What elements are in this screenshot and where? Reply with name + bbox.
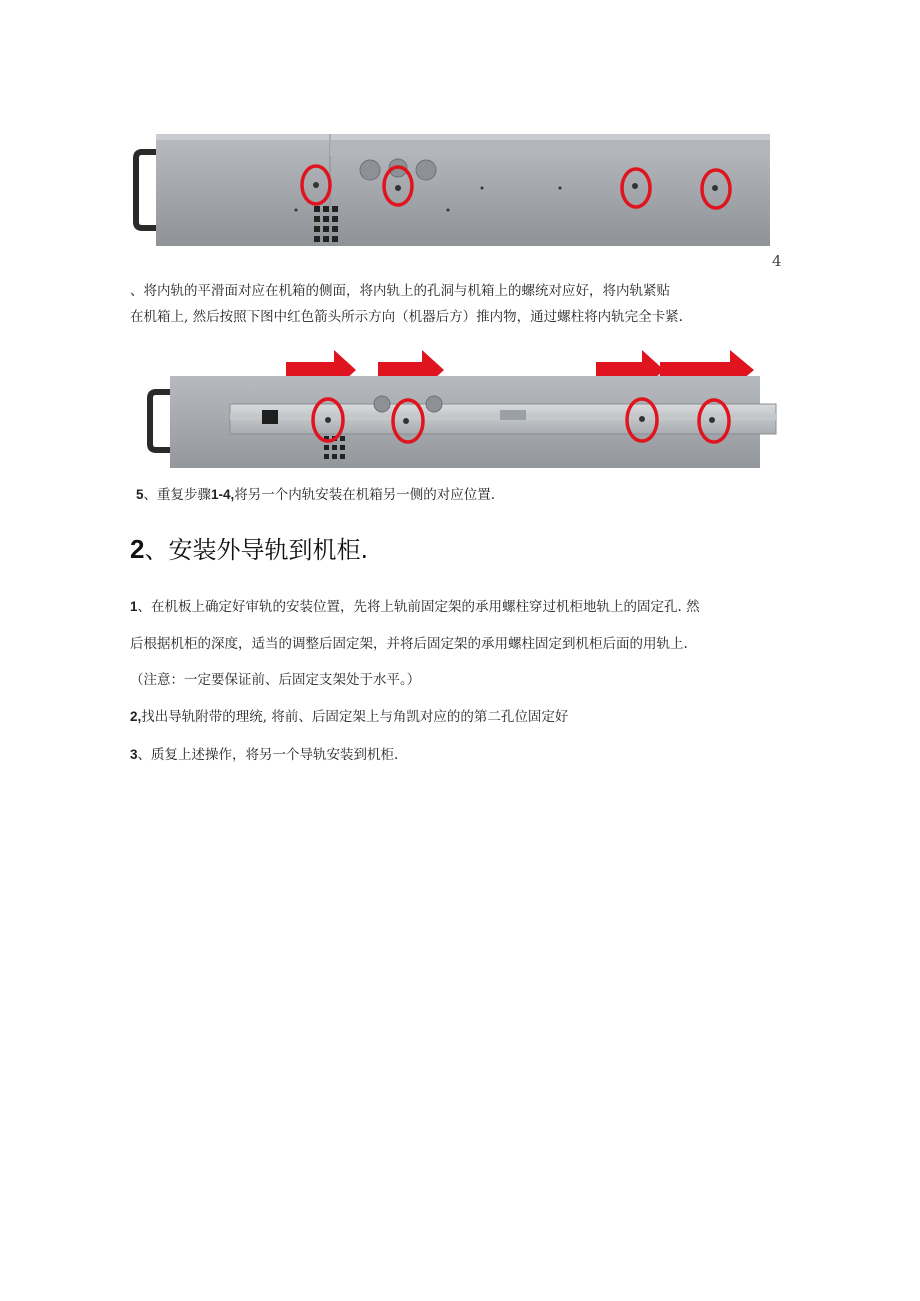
figure-number: 4	[772, 252, 782, 270]
chassis-photo-holes	[130, 130, 780, 256]
item-3-number: 3	[130, 747, 138, 762]
chassis-illustration	[130, 130, 780, 256]
step5-paragraph	[136, 484, 495, 506]
item-3-text: 、质复上述操作，将另一个导轨安装到机柜.	[137, 747, 399, 763]
step5-rest: 将另一个内轨安装在机箱另一侧的对应位置.	[234, 487, 496, 503]
item-2-number: 2,	[130, 709, 142, 724]
section-number: 2	[130, 534, 145, 564]
section-heading	[130, 530, 368, 565]
step4-line-2: 在机箱上, 然后按照下图中红色箭头所示方向（机器后方）推内物，通过螺柱将内轨完全卡紧.	[130, 309, 683, 325]
item-1-line-1	[130, 596, 700, 618]
item-1-note: （注意：一定要保证前、后固定支架处于水平。）	[130, 672, 421, 688]
step5-ref: 1-4,	[211, 487, 235, 502]
chassis-photo-rail	[130, 344, 780, 472]
item-1-line-2: 后根据机柜的深度，适当的调整后固定架，并将后固定架的承用螺柱固定到机柜后面的用轨上.	[130, 636, 688, 652]
item-1-number: 1	[130, 599, 138, 614]
step5-number: 5	[136, 487, 144, 502]
step4-line-1: 、将内轨的平滑面对应在机箱的侧面，将内轨上的孔洞与机箱上的螺统对应好，将内轨紧贴	[130, 283, 670, 299]
step5-text: 、重复步骤	[143, 487, 212, 503]
section-title: 、安装外导轨到机柜.	[144, 536, 369, 564]
item-2-text: 找出导轨附带的理统, 将前、后固定架上与角凯对应的的第二孔位固定好	[141, 709, 569, 725]
item-2	[130, 706, 568, 728]
item-3	[130, 744, 398, 766]
item-1-text: 、在机板上确定好审轨的安装位置，先将上轨前固定架的承用螺柱穿过机柜地轨上的固定孔. 然	[137, 599, 700, 615]
rail-illustration	[130, 344, 780, 472]
